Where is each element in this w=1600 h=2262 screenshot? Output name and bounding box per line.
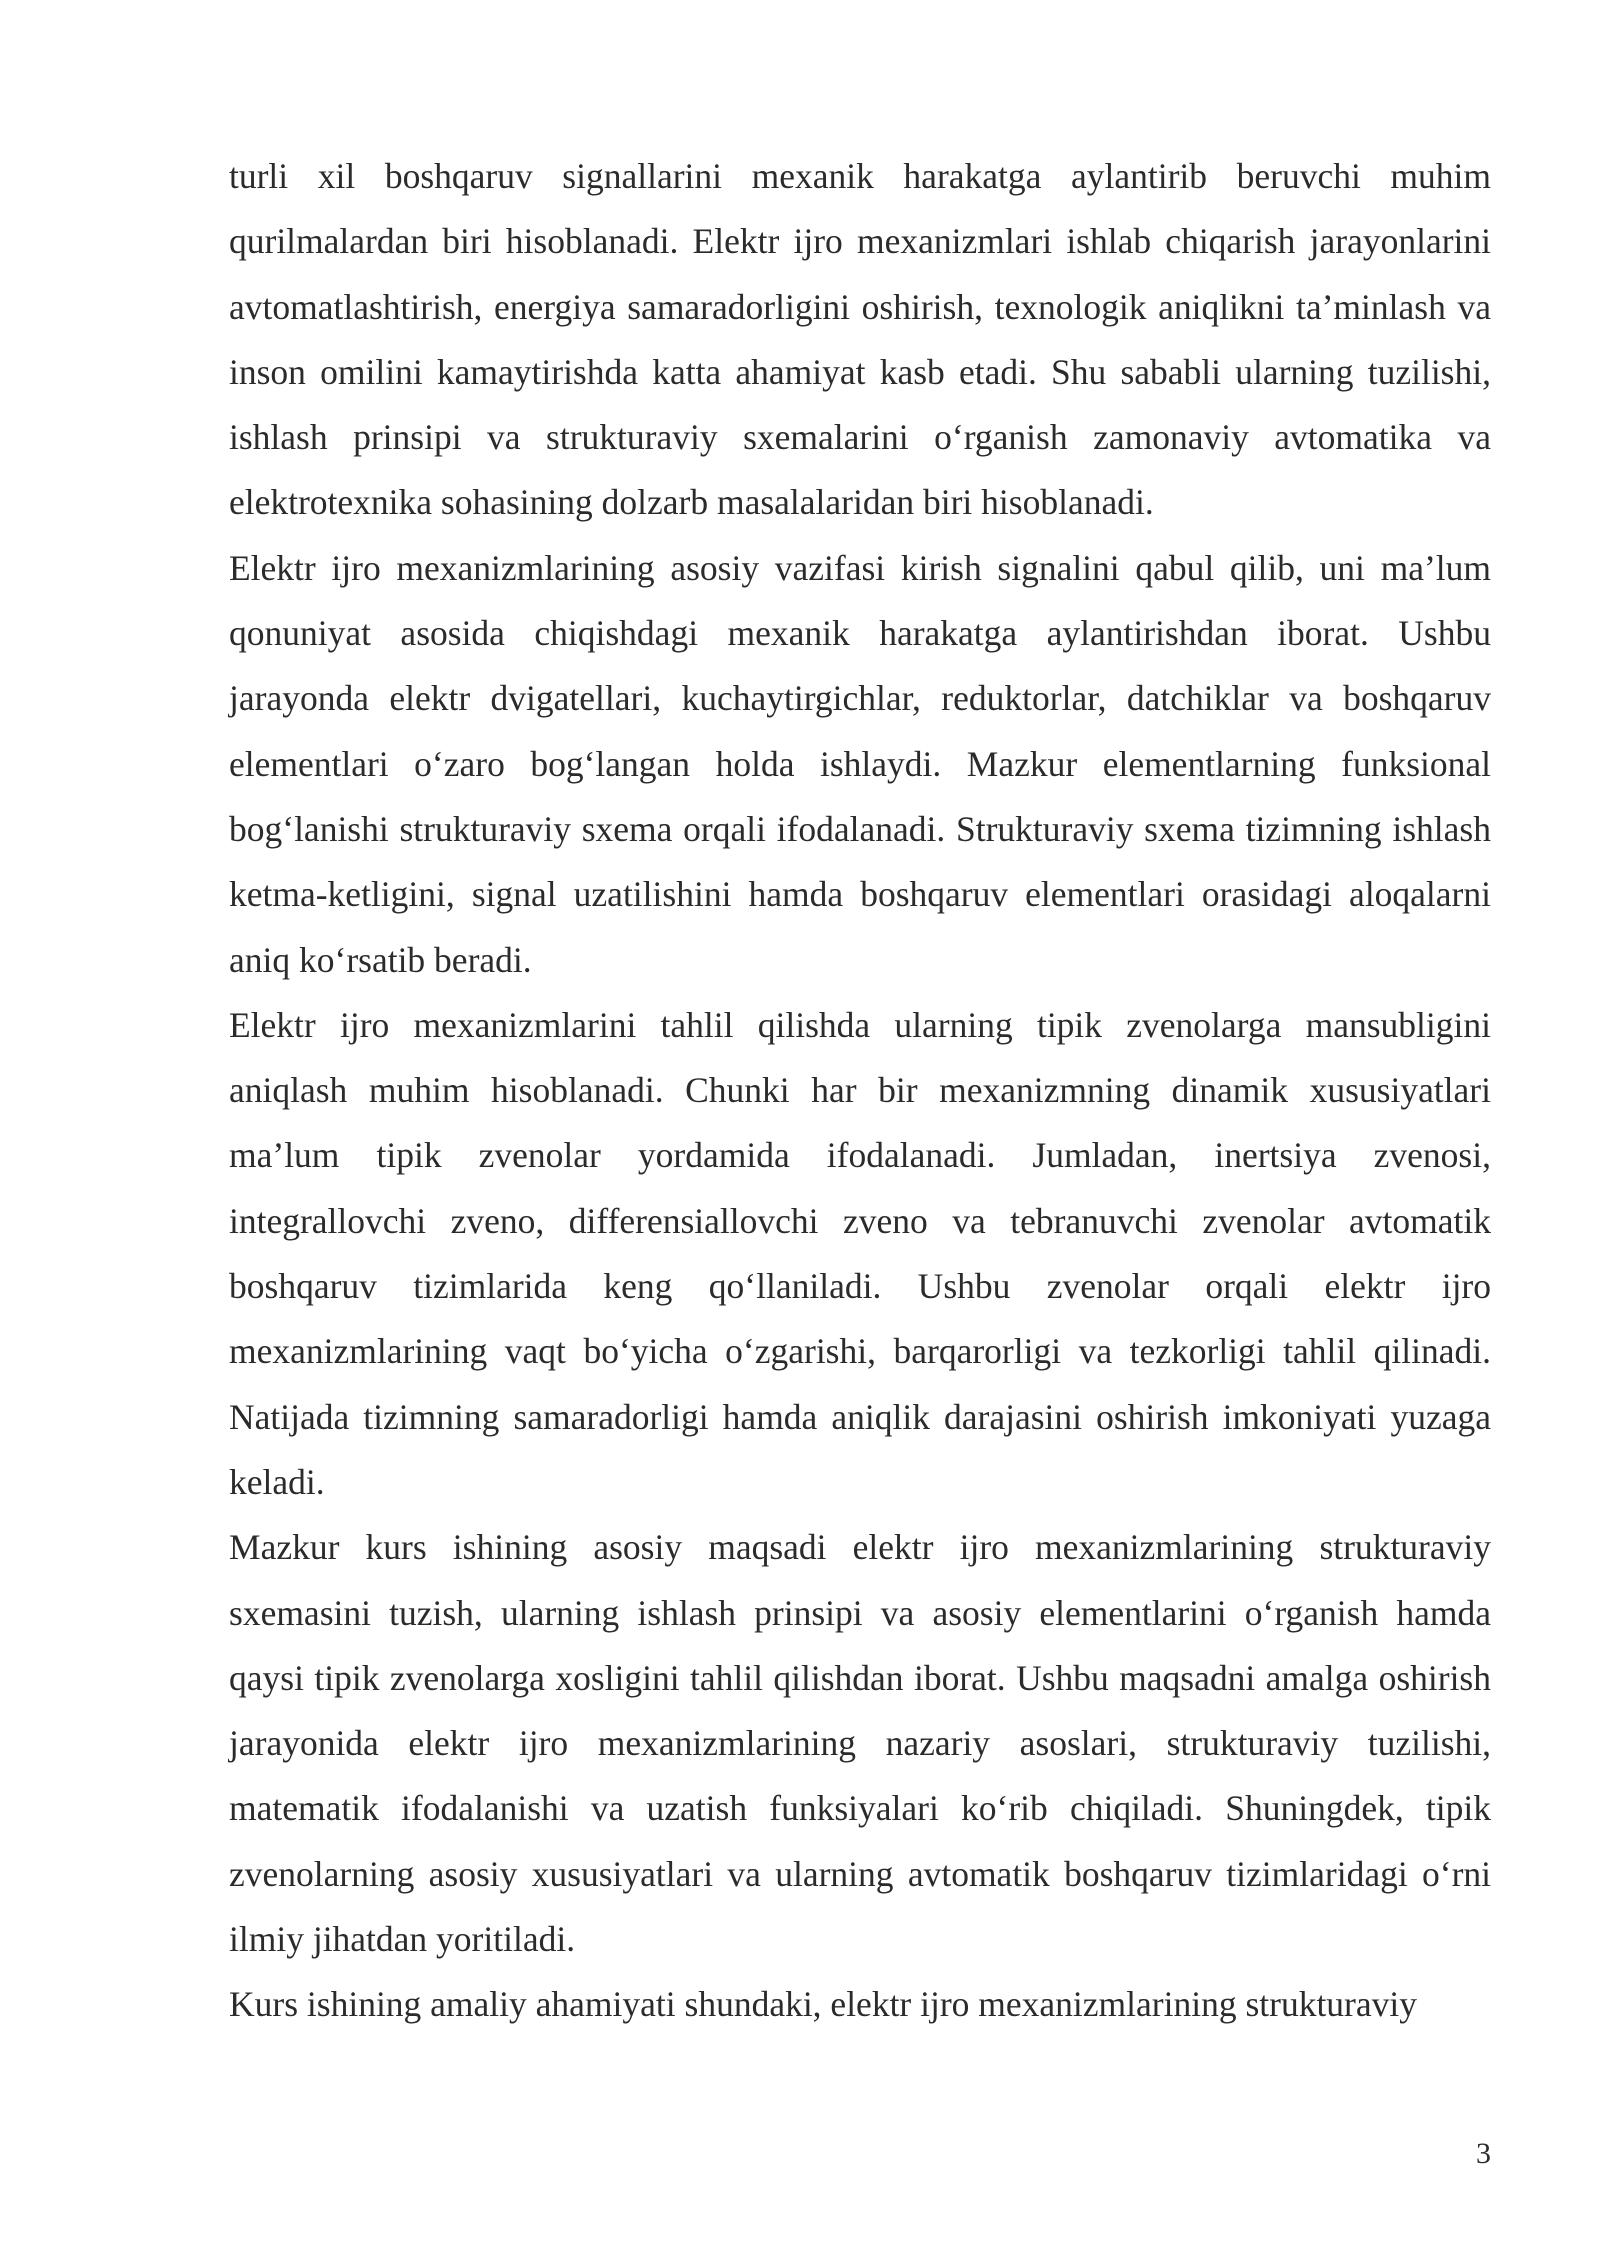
- paragraph-5: Kurs ishining amaliy ahamiyati shundaki, elektr ijro mexanizmlarining strukturaviy: [229, 1984, 1418, 2025]
- paragraph-4: Mazkur kurs ishining asosiy maqsadi elektr ijro mexanizmlarining strukturaviy sxemasini tuzish, ularning ishlash prinsipi va asosiy elementlarini o‘rganish hamda qaysi tipik zvenolarga xosligini tahlil qilishdan iborat. Ushbu maqsadni amalga oshirish jarayonida elektr ijro mexanizmlarining nazariy asoslari, strukturaviy tuzilishi, matematik ifodalanishi va uzatish funksiyalari ko‘rib chiqiladi. Shuningdek, tipik zvenolarning asosiy xususiyatlari va ularning avtomatik boshqaruv tizimlaridagi o‘rni ilmiy jihatdan yoritiladi.: [229, 1527, 1491, 1960]
- paragraph-2: Elektr ijro mexanizmlarining asosiy vazifasi kirish signalini qabul qilib, uni ma’lum qonuniyat asosida chiqishdagi mexanik harakatga aylantirishdan iborat. Ushbu jarayonda elektr dvigatellari, kuchaytirgichlar, reduktorlar, datchiklar va boshqaruv elementlari o‘zaro bog‘langan holda ishlaydi. Mazkur elementlarning funksional bog‘lanishi strukturaviy sxema orqali ifodalanadi. Strukturaviy sxema tizimning ishlash ketma-ketligini, signal uzatilishini hamda boshqaruv elementlari orasidagi aloqalarni aniq ko‘rsatib beradi.: [229, 547, 1491, 980]
- document-body: [229, 144, 1491, 2038]
- paragraph-1: turli xil boshqaruv signallarini mexanik harakatga aylantirib beruvchi muhim qurilmalardan biri hisoblanadi. Elektr ijro mexanizmlari ishlab chiqarish jarayonlarini avtomatlashtirish, energiya samaradorligini oshirish, texnologik aniqlikni ta’minlash va inson omilini kamaytirishda katta ahamiyat kasb etadi. Shu sababli ularning tuzilishi, ishlash prinsipi va strukturaviy sxemalarini o‘rganish zamonaviy avtomatika va elektrotexnika sohasining dolzarb masalalaridan biri hisoblanadi.: [229, 156, 1491, 523]
- paragraph-3: Elektr ijro mexanizmlarini tahlil qilishda ularning tipik zvenolarga mansubligini aniqlash muhim hisoblanadi. Chunki har bir mexanizmning dinamik xususiyatlari ma’lum tipik zvenolar yordamida ifodalanadi. Jumladan, inertsiya zvenosi, integrallovchi zveno, differensiallovchi zveno va tebranuvchi zvenolar avtomatik boshqaruv tizimlarida keng qo‘llaniladi. Ushbu zvenolar orqali elektr ijro mexanizmlarining vaqt bo‘yicha o‘zgarishi, barqarorligi va tezkorligi tahlil qilinadi. Natijada tizimning samaradorligi hamda aniqlik darajasini oshirish imkoniyati yuzaga keladi.: [229, 1004, 1491, 1502]
- page-number: 3: [1476, 2137, 1491, 2170]
